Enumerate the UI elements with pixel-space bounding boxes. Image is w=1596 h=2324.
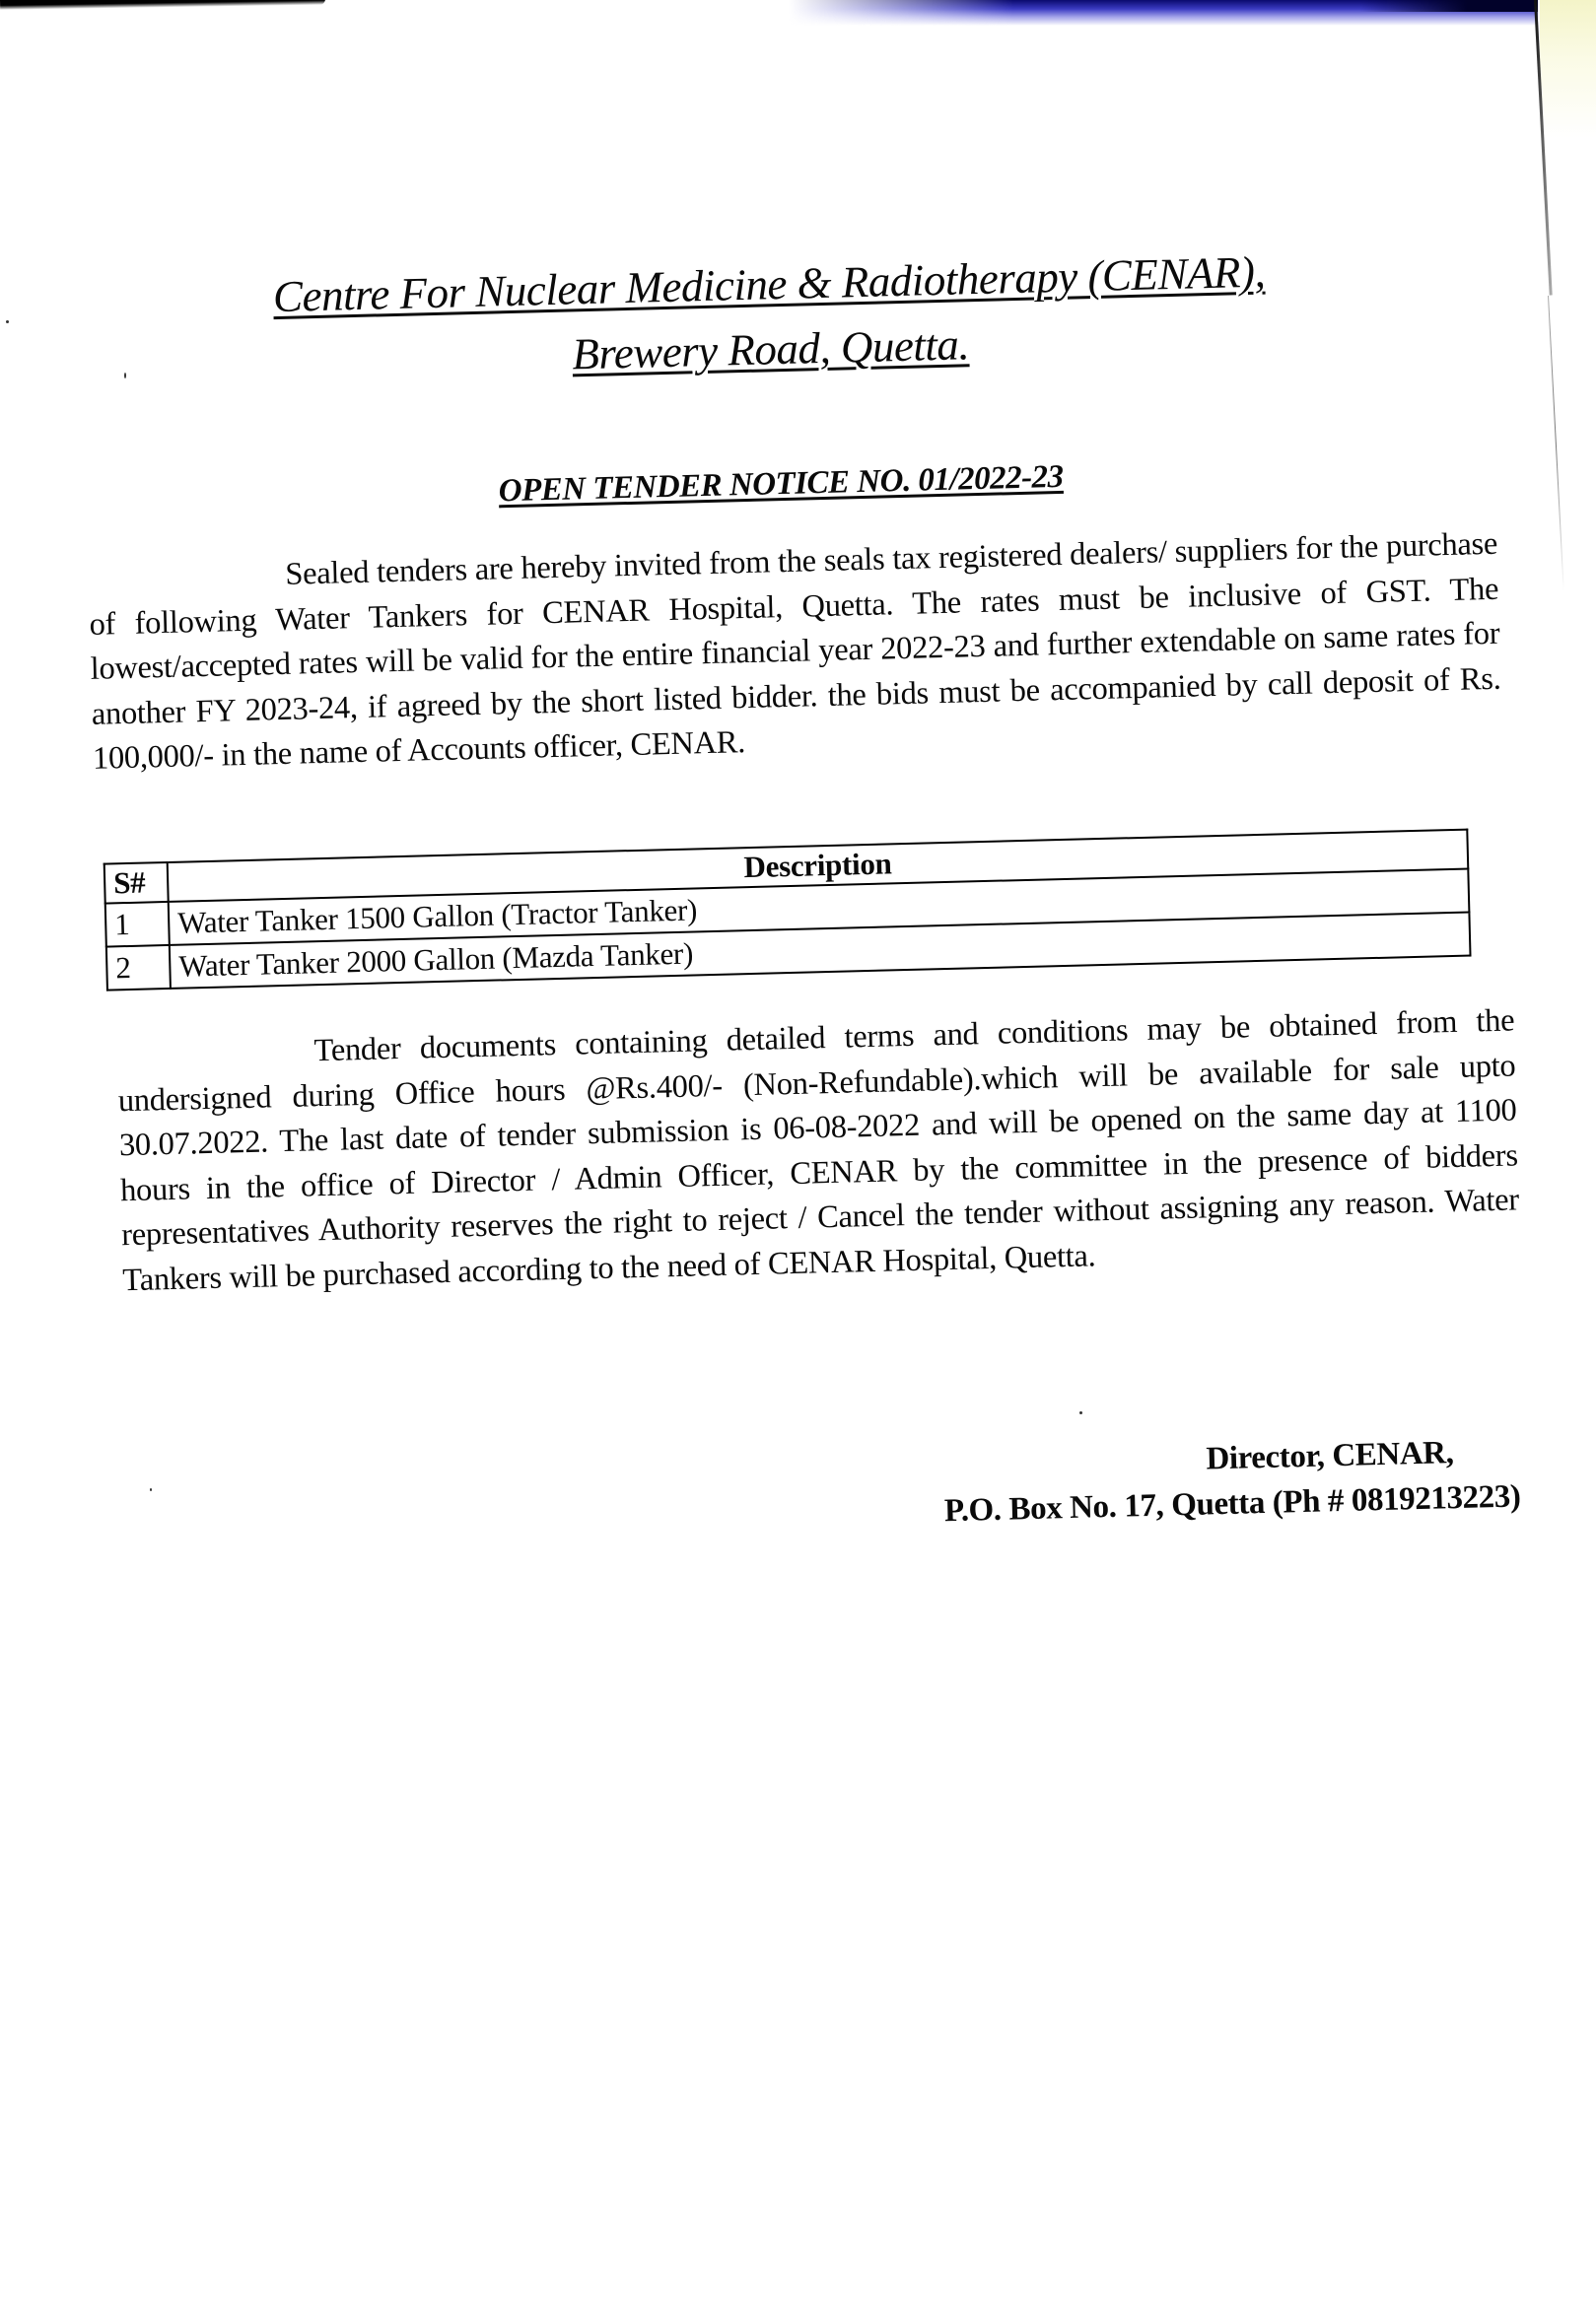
tender-notice-heading: OPEN TENDER NOTICE NO. 01/2022-23 xyxy=(498,458,1065,510)
institution-name: Centre For Nuclear Medicine & Radiotherapy (CENAR), xyxy=(272,246,1266,322)
tender-invitation-paragraph: Sealed tenders are hereby invited from the seals tax registered dealers/ suppliers for the purchase of following Water Tankers for CENAR Hospital, Quetta. The rates must be inclusive of GST. The lowest/accepted rates will be valid for the entire financial year 2022-23 and further extendable on same rates for another FY 2023-24, if agreed by the short listed bidder. the bids must be accompanied by call deposit of Rs. 100,000/- in the name of Accounts officer, CENAR. xyxy=(89,525,1501,777)
row-description: Water Tanker 2000 Gallon (Mazda Tanker) xyxy=(170,913,1471,989)
signatory-title: Director, CENAR, xyxy=(1206,1435,1454,1477)
items-table xyxy=(104,829,1472,991)
column-header-description: Description xyxy=(168,830,1469,902)
row-serial: 2 xyxy=(106,945,171,991)
institution-title xyxy=(162,237,1377,397)
tender-terms-paragraph: Tender documents containing detailed terms and conditions may be obtained from the undersigned during Office hours @Rs.400/- (Non-Refundable).which will be available for sale upto 30.07.2022. The last date of tender submission is 06-08-2022 and will be opened on the same day at 1100 hours in the office of Director / Admin Officer, CENAR by the committee in the presence of bidders representatives Authority reserves the right to reject / Cancel the tender without assigning any reason. Water Tankers will be purchased according to the need of CENAR Hospital, Quetta. xyxy=(117,1002,1520,1298)
row-description: Water Tanker 1500 Gallon (Tractor Tanker) xyxy=(169,869,1470,945)
signature-block xyxy=(942,1428,1521,1534)
scan-edge-artifact-left xyxy=(0,0,325,10)
row-serial: 1 xyxy=(105,902,170,947)
signatory-address: P.O. Box No. 17, Quetta (Ph # 0819213223) xyxy=(943,1478,1521,1530)
column-header-serial: S# xyxy=(104,862,169,904)
institution-address: Brewery Road, Quetta. xyxy=(571,319,970,379)
